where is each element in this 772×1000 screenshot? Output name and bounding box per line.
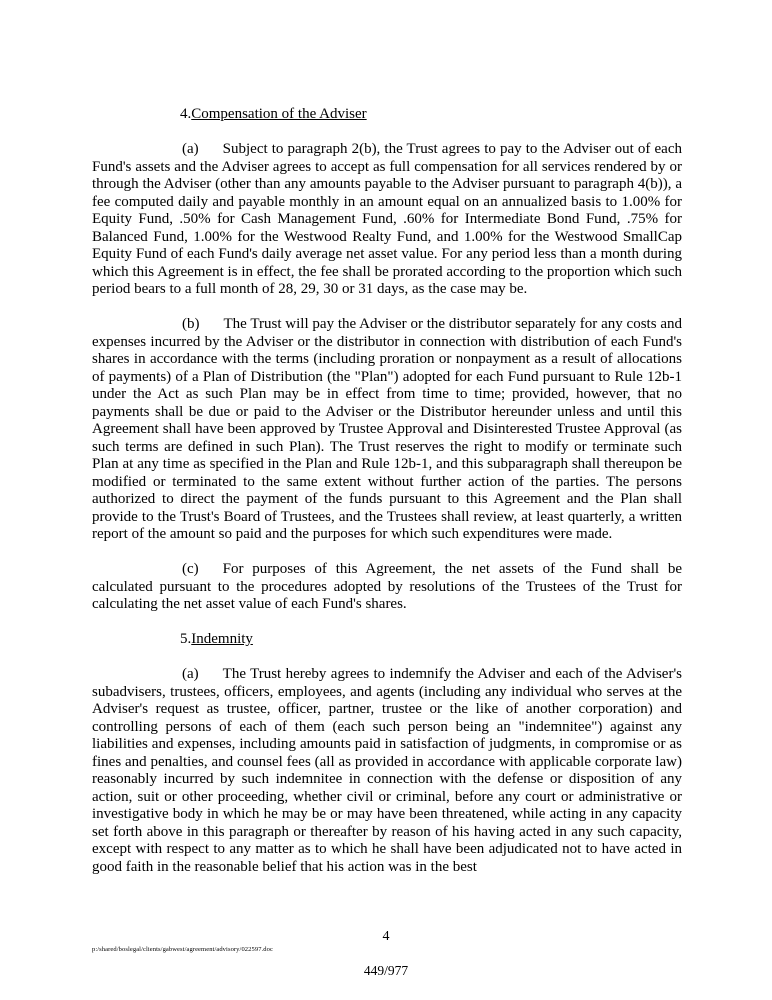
paragraph-4c-text: For purposes of this Agreement, the net assets of the Fund shall be calculated pursuant to the procedures adopted by resolutions of the Trustees of the Trust for calculating the net asset value of each Fund's shares. — [92, 561, 682, 612]
paragraph-4b-text: The Trust will pay the Adviser or the distributor separately for any costs and expenses incurred by the Adviser or the distributor in connection with distribution of each Fund's shares in accordance with the terms (including proration or nonpayment as a result of allocations of payments) of a Plan of Distribution (the "Plan") adopted for each Fund pursuant to Rule 12b-1 under the Act as such Plan may be in effect from time to time; provided, however, that no payments shall be due or paid to the Adviser or the Distributor hereunder unless and until this Agreement shall have been approved by Trustee Approval and Disinterested Trustee Approval (as such terms are defined in such Plan). The Trust reserves the right to modify or terminate such Plan at any time as specified in the Plan and Rule 12b-1, and this subparagraph shall thereupon be modified or terminated to the same extent without further action of the parties. The persons authorized to direct the payment of the funds pursuant to this Agreement and the Plan shall provide to the Trust's Board of Trustees, and the Trustees shall review, at least quarterly, a written report of the amount so paid and the purposes for which such expenditures were made. — [92, 316, 682, 542]
document-body — [92, 106, 682, 894]
viewer-page-counter: 449/977 — [363, 963, 409, 978]
section-5-number: 5. — [180, 631, 192, 647]
paragraph-4c — [92, 561, 682, 614]
page-number: 4 — [382, 929, 390, 944]
paragraph-5a-label: (a) — [182, 666, 199, 682]
paragraph-4a-text: Subject to paragraph 2(b), the Trust agrees to pay to the Adviser out of each Fund's assets and the Adviser agrees to accept as full compensation for all services rendered by or through the Adviser (other than any amounts payable to the Adviser pursuant to paragraph 4(b)), a fee computed daily and payable monthly in an amount equal on an annualized basis to 1.00% for Equity Fund, .50% for Cash Management Fund, .60% for Intermediate Bond Fund, .75% for Balanced Fund, 1.00% for the Westwood Realty Fund, and 1.00% for the Westwood SmallCap Equity Fund of each Fund's daily average net asset value. For any period less than a month during which this Agreement is in effect, the fee shall be prorated according to the proportion which such period bears to a full month of 28, 29, 30 or 31 days, as the case may be. — [92, 141, 682, 297]
paragraph-4a — [92, 141, 682, 299]
section-4-heading — [92, 106, 682, 124]
paragraph-4b — [92, 316, 682, 544]
paragraph-4a-label: (a) — [182, 141, 199, 157]
footer-file-path: p:/shared/boslegal/clients/gabwest/agreement/advisory/022597.doc — [92, 946, 273, 953]
section-5-title: Indemnity — [191, 631, 253, 647]
section-5-heading — [92, 631, 682, 649]
paragraph-4c-label: (c) — [182, 561, 199, 577]
section-4-title: Compensation of the Adviser — [191, 106, 367, 122]
paragraph-5a-text: The Trust hereby agrees to indemnify the Adviser and each of the Adviser's subadvisers, trustees, officers, employees, and agents (including any individual who serves at the Adviser's request as trustee, officer, partner, trustee or the like of another corporation) and controlling persons of each of them (each such person being an "indemnitee") against any liabilities and expenses, including amounts paid in satisfaction of judgments, in compromise or as fines and penalties, and counsel fees (all as provided in accordance with applicable corporate law) reasonably incurred by such indemnitee in connection with the defense or disposition of any action, suit or other proceeding, whether civil or criminal, before any court or administrative or investigative body in which he may be or may have been threatened, while acting in any capacity set forth above in this paragraph or thereafter by reason of his having acted in any such capacity, except with respect to any matter as to which he shall have been adjudicated not to have acted in good faith in the reasonable belief that his action was in the best — [92, 666, 682, 875]
paragraph-4b-label: (b) — [182, 316, 200, 332]
section-4-number: 4. — [180, 106, 192, 122]
paragraph-5a — [92, 666, 682, 876]
